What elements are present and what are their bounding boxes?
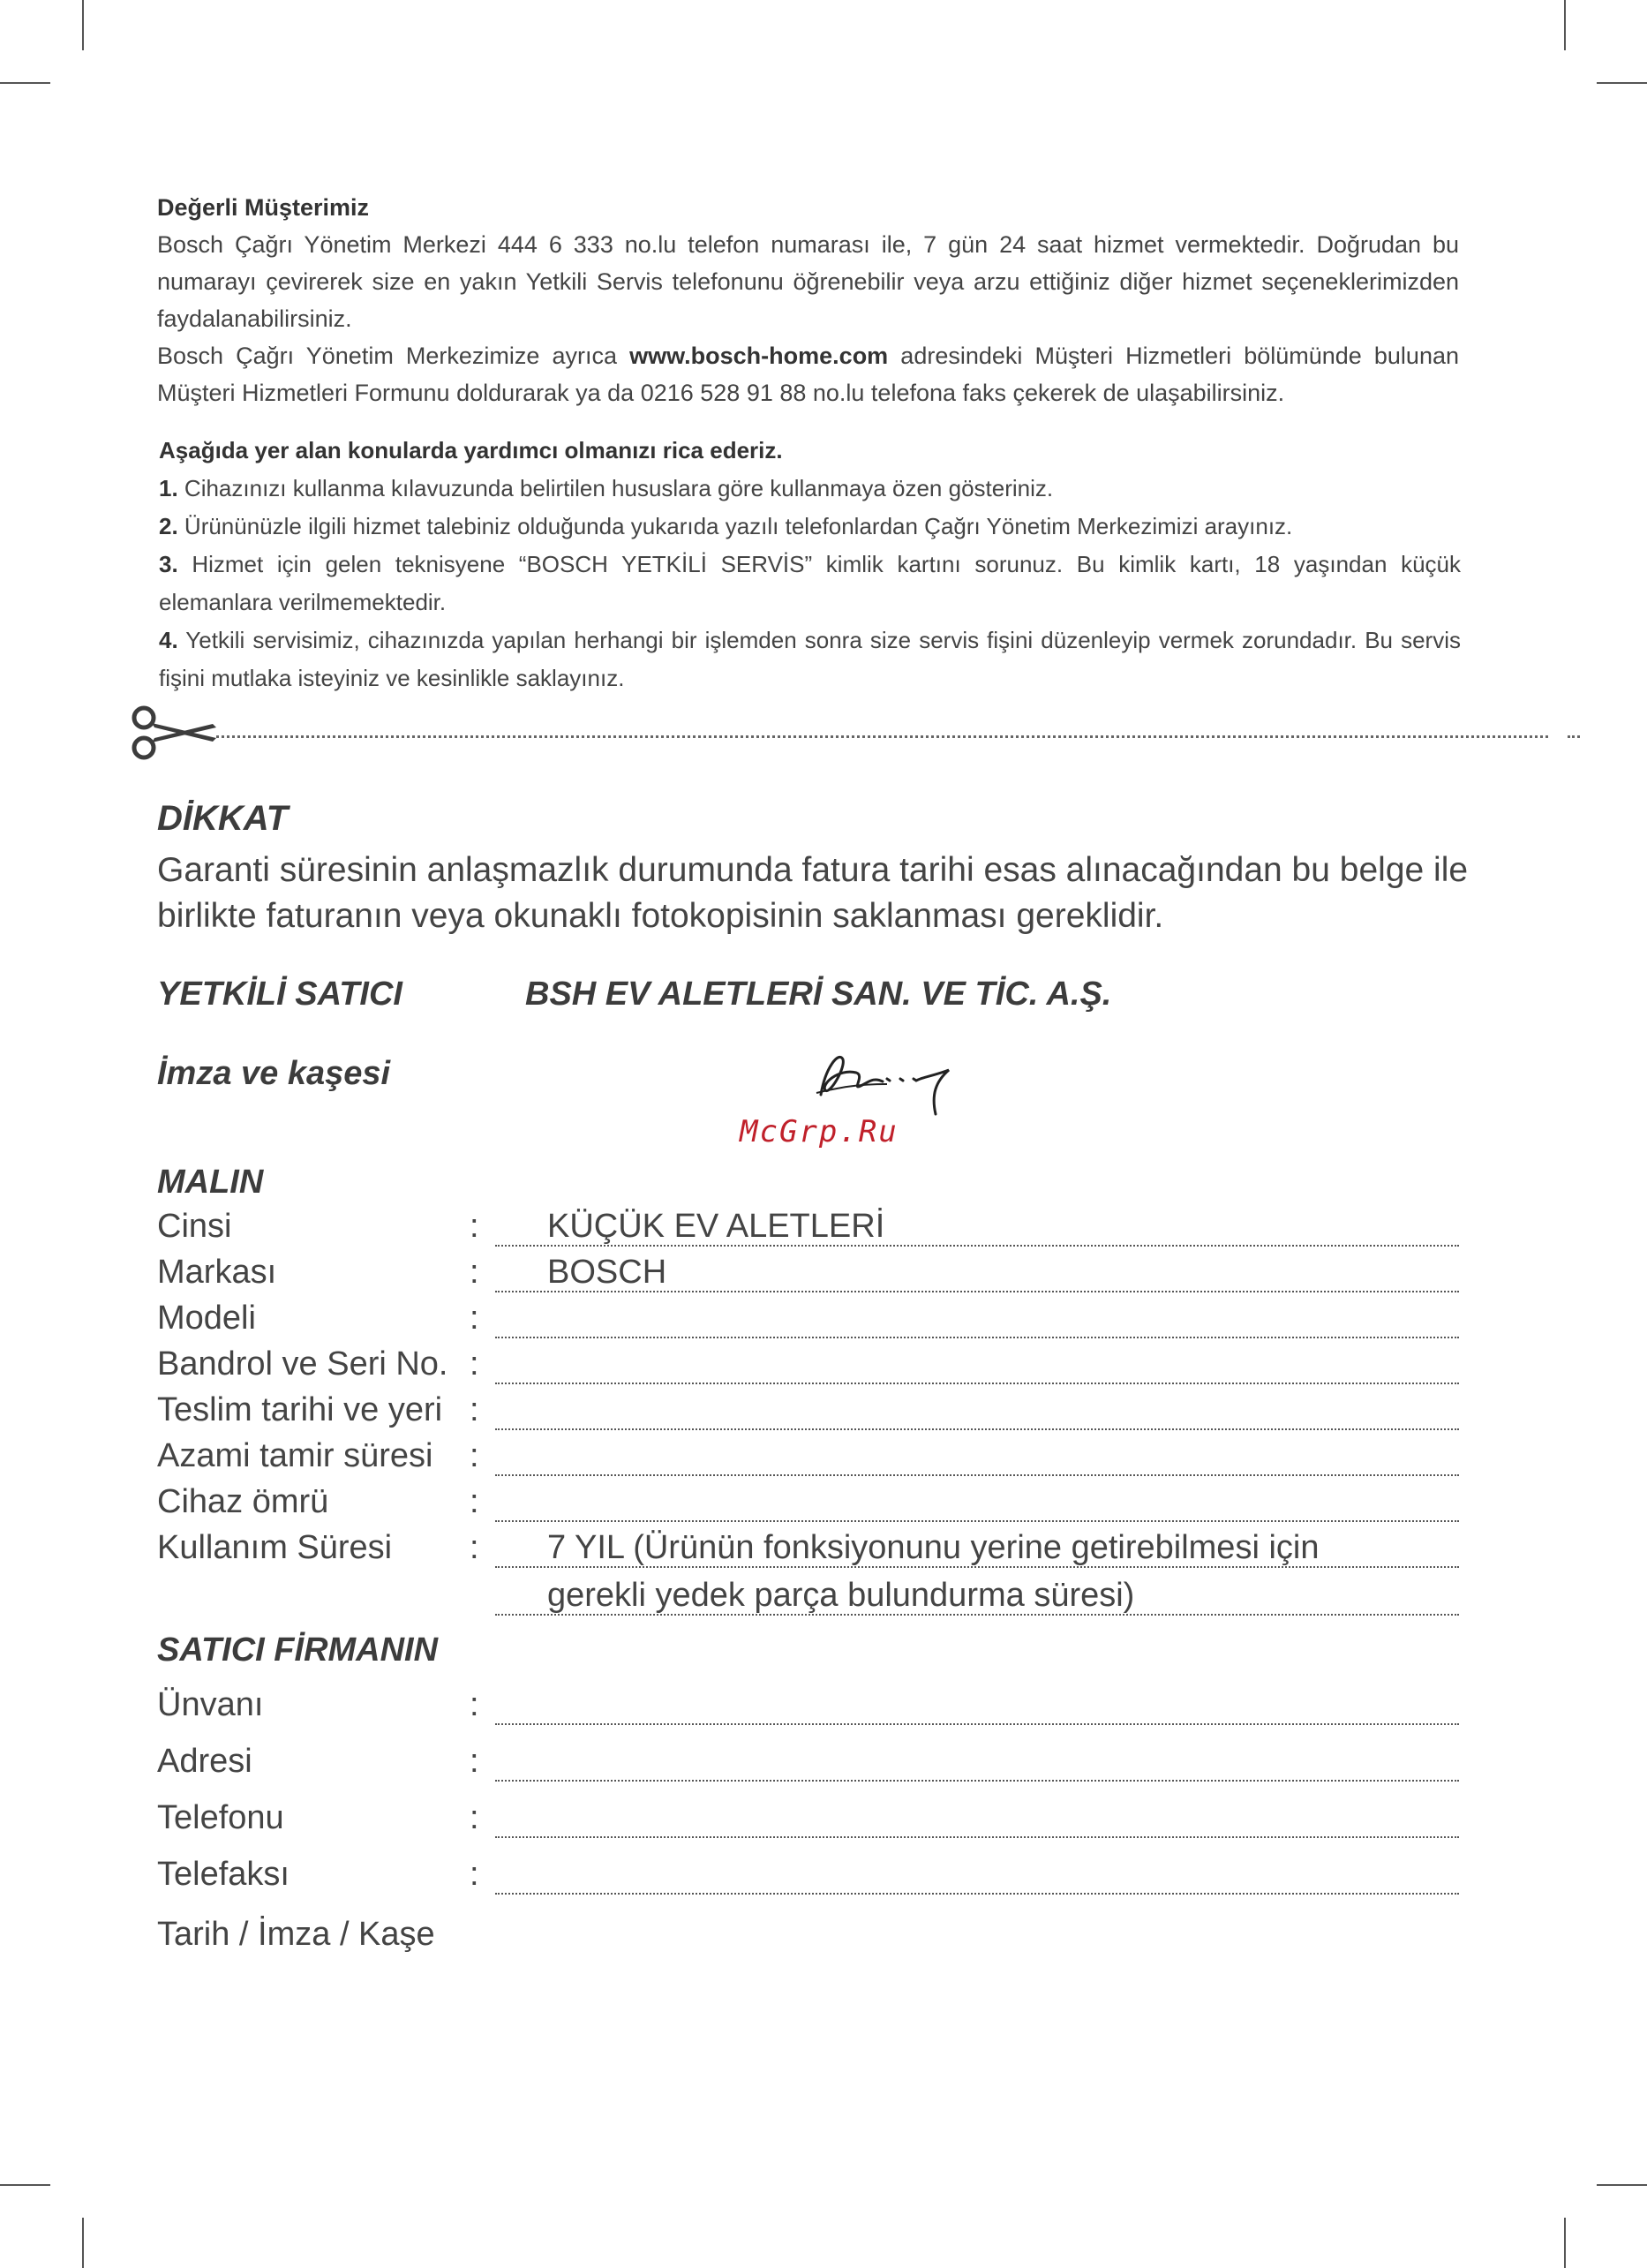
field-colon: :	[470, 1483, 479, 1520]
product-row-usage-period-continued	[495, 1577, 1459, 1621]
field-colon: :	[470, 1743, 479, 1780]
firm-row-fax	[157, 1856, 1459, 1900]
product-row-lifetime	[157, 1483, 1459, 1527]
help-item-text: Hizmet için gelen teknisyene “BOSCH YETKİLİ SERVİS” kimlik kartını sorunuz. Bu kimlik kartı, 18 yaşından küçük elemanlara verilmemektedir.	[159, 551, 1461, 615]
crop-mark	[1564, 0, 1566, 50]
intro-text: Bosch Çağrı Yönetim Merkezimize ayrıca	[157, 343, 630, 369]
seller-firm-section-title: SATICI FİRMANIN	[157, 1631, 439, 1669]
cut-line	[128, 705, 1580, 761]
intro-section	[157, 189, 1459, 411]
field-label: Telefaksı	[157, 1856, 290, 1893]
crop-mark	[0, 2184, 50, 2186]
cut-dotted-line	[216, 735, 1548, 738]
field-label: Markası	[157, 1254, 277, 1291]
field-label: Adresi	[157, 1743, 252, 1780]
authorized-seller-label: YETKİLİ SATICI	[157, 976, 402, 1013]
field-label: Bandrol ve Seri No.	[157, 1345, 448, 1383]
field-label: Azami tamir süresi	[157, 1437, 433, 1474]
intro-paragraph: Bosch Çağrı Yönetim Merkezi 444 6 333 no.lu telefon numarası ile, 7 gün 24 saat hizmet vermektedir. Doğrudan bu numarayı çevirerek size en yakın Yetkili Servis telefonunu öğrenebilir veya arzu ettiğiniz diğer hizmet seçeneklerimizden faydalanabilirsiniz.	[157, 231, 1459, 332]
product-section-title: MALIN	[157, 1164, 264, 1201]
field-colon: :	[470, 1799, 479, 1836]
field-colon: :	[470, 1254, 479, 1291]
field-value: BOSCH	[547, 1254, 667, 1291]
field-value: 7 YIL (Ürünün fonksiyonunu yerine getirebilmesi için	[547, 1529, 1320, 1566]
field-value: gerekli yedek parça bulundurma süresi)	[547, 1577, 1135, 1614]
field-colon: :	[470, 1437, 479, 1474]
crop-mark	[1564, 2218, 1566, 2268]
help-item	[159, 508, 1461, 546]
watermark: McGrp.Ru	[740, 1114, 899, 1149]
signature-image	[803, 1033, 980, 1121]
help-heading: Aşağıda yer alan konularda yardımcı olmanızı rica ederiz.	[159, 437, 783, 463]
field-dotted-line[interactable]	[495, 1428, 1459, 1430]
warning-title: DİKKAT	[157, 799, 289, 838]
help-item-number: 4.	[159, 627, 178, 653]
crop-mark	[82, 0, 84, 50]
field-dotted-line[interactable]	[495, 1383, 1459, 1384]
cut-dotted-line-end	[1568, 735, 1580, 738]
field-dotted-line[interactable]	[495, 1780, 1459, 1782]
product-row-brand	[157, 1254, 1459, 1298]
product-row-type	[157, 1208, 1459, 1252]
firm-row-title	[157, 1686, 1459, 1730]
date-signature-stamp-label: Tarih / İmza / Kaşe	[157, 1916, 435, 1953]
field-label: Ünvanı	[157, 1686, 264, 1723]
field-dotted-line[interactable]	[495, 1723, 1459, 1725]
product-row-serial	[157, 1345, 1459, 1390]
field-label: Modeli	[157, 1300, 256, 1337]
crop-mark	[82, 2218, 84, 2268]
help-item-text: Ürününüzle ilgili hizmet talebiniz olduğunda yukarıda yazılı telefonlardan Çağrı Yönetim Merkezimizi arayınız.	[177, 513, 1293, 539]
field-label: Kullanım Süresi	[157, 1529, 393, 1566]
crop-mark	[1597, 2184, 1647, 2186]
website-link[interactable]: www.bosch-home.com	[629, 343, 889, 369]
product-row-model	[157, 1300, 1459, 1344]
crop-mark	[0, 82, 50, 84]
company-name: BSH EV ALETLERİ SAN. VE TİC. A.Ş.	[525, 976, 1112, 1013]
field-label: Cihaz ömrü	[157, 1483, 329, 1520]
help-item	[159, 546, 1461, 622]
help-item-number: 1.	[159, 475, 178, 501]
field-label: Cinsi	[157, 1208, 232, 1245]
field-label: Teslim tarihi ve yeri	[157, 1391, 443, 1428]
field-colon: :	[470, 1391, 479, 1428]
product-row-usage-period	[157, 1529, 1459, 1573]
help-section	[159, 432, 1461, 697]
field-dotted-line[interactable]	[495, 1836, 1459, 1838]
field-label: Telefonu	[157, 1799, 284, 1836]
crop-mark	[1597, 82, 1647, 84]
help-item-text: Yetkili servisimiz, cihazınızda yapılan herhangi bir işlemden sonra size servis fişini düzenleyip vermek zorundadır. Bu servis fişini mutlaka isteyiniz ve kesinlikle saklayınız.	[159, 627, 1461, 691]
intro-heading: Değerli Müşterimiz	[157, 194, 370, 221]
field-colon: :	[470, 1345, 479, 1383]
warning-text: Garanti süresinin anlaşmazlık durumunda fatura tarihi esas alınacağından bu belge ile birlikte faturanın veya okunaklı fotokopisinin saklanması gereklidir.	[157, 851, 1469, 935]
field-colon: :	[470, 1856, 479, 1893]
field-colon: :	[470, 1300, 479, 1337]
product-row-repair-time	[157, 1437, 1459, 1481]
field-colon: :	[470, 1208, 479, 1245]
intro-text: adresindeki Müşteri Hizmetleri bölümünde bulunan Müşteri Hizmetleri Formunu doldurarak ya da 0216 528 91 88 no.lu telefona faks çekerek de ulaşabilirsiniz.	[157, 343, 1459, 406]
help-item-number: 3.	[159, 551, 178, 577]
field-dotted-line[interactable]	[495, 1474, 1459, 1476]
field-colon: :	[470, 1686, 479, 1723]
help-item	[159, 622, 1461, 697]
firm-row-phone	[157, 1799, 1459, 1843]
scissors-icon	[128, 705, 225, 761]
firm-row-address	[157, 1743, 1459, 1787]
field-dotted-line[interactable]	[495, 1893, 1459, 1895]
field-value: KÜÇÜK EV ALETLERİ	[547, 1208, 885, 1245]
field-dotted-line[interactable]	[495, 1337, 1459, 1338]
field-dotted-line[interactable]	[495, 1520, 1459, 1522]
product-row-delivery	[157, 1391, 1459, 1435]
help-item-text: Cihazınızı kullanma kılavuzunda belirtilen hususlara göre kullanmaya özen gösteriniz.	[177, 475, 1054, 501]
intro-paragraph-contact	[157, 337, 1459, 411]
help-item-number: 2.	[159, 513, 178, 539]
field-colon: :	[470, 1529, 479, 1566]
help-item	[159, 470, 1461, 508]
signature-label: İmza ve kaşesi	[157, 1055, 391, 1092]
